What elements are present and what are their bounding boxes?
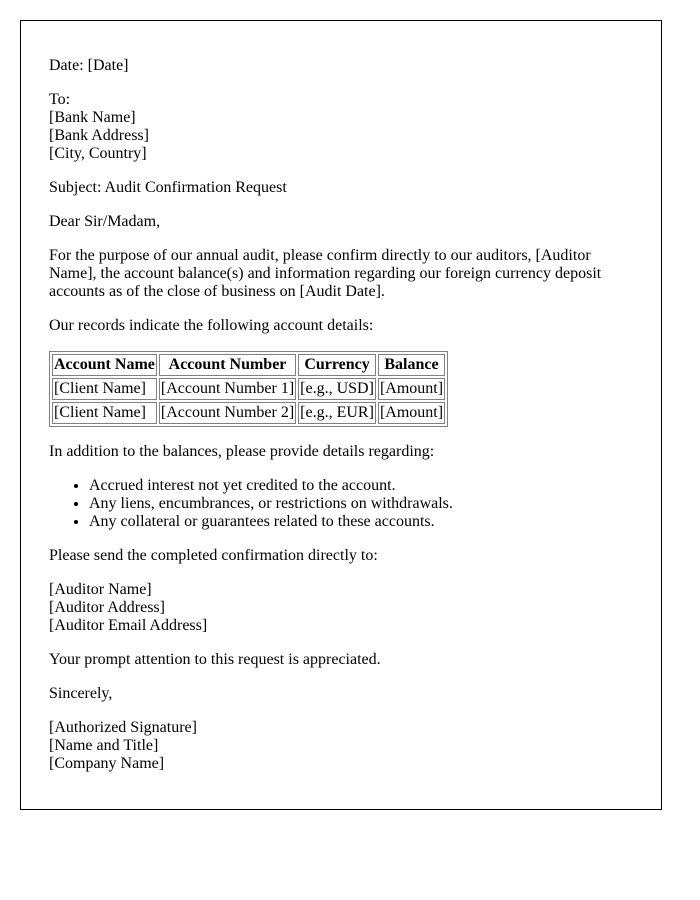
- company-name: [Company Name]: [49, 755, 165, 772]
- auditor-address: [49, 581, 633, 635]
- records-intro: Our records indicate the following account details:: [49, 317, 374, 334]
- name-title: [Name and Title]: [49, 737, 159, 754]
- cell: [Amount]: [378, 378, 445, 400]
- signature: [Authorized Signature]: [49, 719, 197, 736]
- details-list: [49, 477, 633, 531]
- to-label: To:: [49, 91, 71, 108]
- bank-address: [Bank Address]: [49, 127, 149, 144]
- cell: [Client Name]: [52, 378, 157, 400]
- cell: [Amount]: [378, 402, 445, 424]
- send-to: Please send the completed confirmation directly to:: [49, 547, 378, 564]
- cell: [Account Number 2]: [159, 402, 296, 424]
- auditor-address-line: [Auditor Address]: [49, 599, 165, 616]
- letter: [20, 20, 662, 810]
- header-account-number: Account Number: [159, 354, 296, 376]
- subject-line: Subject: Audit Confirmation Request: [49, 179, 287, 196]
- table-header-row: [52, 354, 445, 376]
- auditor-name: [Auditor Name]: [49, 581, 152, 598]
- header-account-name: Account Name: [52, 354, 157, 376]
- details-intro: In addition to the balances, please provide details regarding:: [49, 443, 435, 460]
- bank-city: [City, Country]: [49, 145, 147, 162]
- list-item: • Any liens, encumbrances, or restrictions on withdrawals.: [89, 495, 633, 513]
- date-line: Date: [Date]: [49, 57, 129, 74]
- cell: [e.g., USD]: [298, 378, 376, 400]
- auditor-email: [Auditor Email Address]: [49, 617, 208, 634]
- cell: [Client Name]: [52, 402, 157, 424]
- bank-name: [Bank Name]: [49, 109, 136, 126]
- cell: [e.g., EUR]: [298, 402, 376, 424]
- list-item: • Any collateral or guarantees related to these accounts.: [89, 513, 633, 531]
- account-table: [49, 351, 448, 427]
- closing-note: Your prompt attention to this request is appreciated.: [49, 651, 381, 668]
- signature-block: [49, 719, 633, 773]
- header-balance: Balance: [378, 354, 445, 376]
- intro-paragraph: For the purpose of our annual audit, please confirm directly to our auditors, [Auditor Name], the account balance(s) and information regarding our foreign currency deposit accounts as of the close of business on [Audit Date].: [49, 247, 602, 300]
- closing: Sincerely,: [49, 685, 113, 702]
- table-row: [52, 402, 445, 424]
- salutation: Dear Sir/Madam,: [49, 213, 161, 230]
- list-item: • Accrued interest not yet credited to the account.: [89, 477, 633, 495]
- cell: [Account Number 1]: [159, 378, 296, 400]
- recipient-address: [49, 91, 633, 163]
- header-currency: Currency: [298, 354, 376, 376]
- table-row: [52, 378, 445, 400]
